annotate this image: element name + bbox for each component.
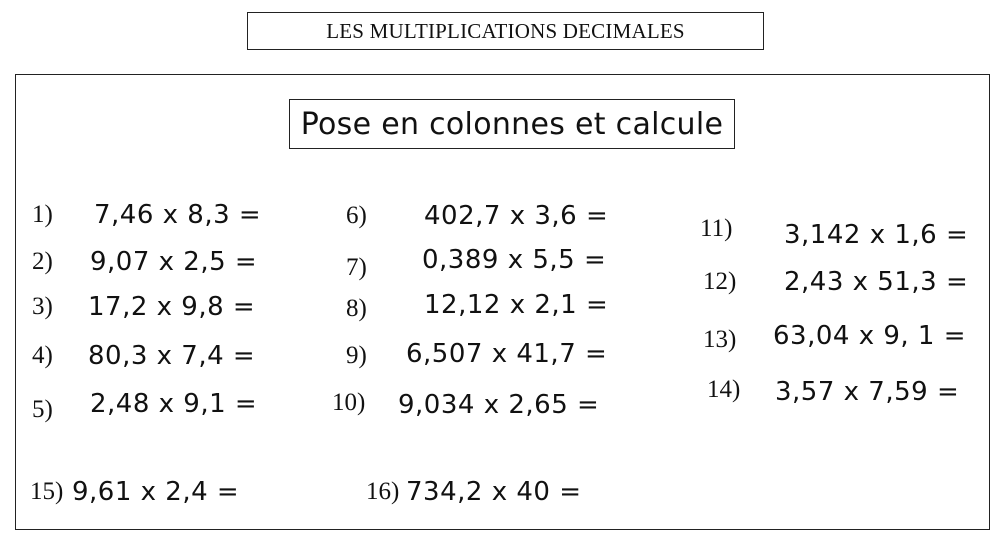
exercise-expression: 12,12 x 2,1 = xyxy=(424,290,609,320)
exercise-expression: 63,04 x 9, 1 = xyxy=(773,321,967,351)
exercise-expression: 3,142 x 1,6 = xyxy=(784,220,969,250)
exercise-number: 12) xyxy=(703,268,737,295)
exercise-number: 7) xyxy=(346,254,367,281)
exercise-number: 8) xyxy=(346,295,367,322)
worksheet-title-text: LES MULTIPLICATIONS DECIMALES xyxy=(326,18,685,43)
exercise-expression: 402,7 x 3,6 = xyxy=(424,201,609,231)
exercise-number: 1) xyxy=(32,201,53,228)
exercise-number: 2) xyxy=(32,248,53,275)
exercise-expression: 9,034 x 2,65 = xyxy=(398,390,600,420)
exercise-number: 9) xyxy=(346,342,367,369)
instruction-box xyxy=(289,99,735,149)
exercise-number: 3) xyxy=(32,293,53,320)
exercise-number: 5) xyxy=(32,396,53,423)
exercise-expression: 734,2 x 40 = xyxy=(406,477,582,507)
exercise-number: 14) xyxy=(707,376,741,403)
exercise-expression: 6,507 x 41,7 = xyxy=(406,339,608,369)
exercise-number: 16) xyxy=(366,478,400,505)
exercise-number: 11) xyxy=(700,215,733,242)
exercise-expression: 0,389 x 5,5 = xyxy=(422,245,607,275)
exercise-expression: 9,07 x 2,5 = xyxy=(90,247,258,277)
exercise-expression: 2,43 x 51,3 = xyxy=(784,267,969,297)
exercise-number: 10) xyxy=(332,389,366,416)
exercise-expression: 3,57 x 7,59 = xyxy=(775,377,960,407)
worksheet-title xyxy=(247,12,764,50)
exercise-number: 13) xyxy=(703,326,737,353)
exercise-expression: 80,3 x 7,4 = xyxy=(88,341,256,371)
instruction-text: Pose en colonnes et calcule xyxy=(300,106,724,142)
exercise-number: 6) xyxy=(346,202,367,229)
exercise-expression: 9,61 x 2,4 = xyxy=(72,477,240,507)
exercise-expression: 7,46 x 8,3 = xyxy=(94,200,262,230)
exercise-number: 4) xyxy=(32,342,53,369)
exercise-expression: 2,48 x 9,1 = xyxy=(90,389,258,419)
exercise-number: 15) xyxy=(30,478,64,505)
exercise-expression: 17,2 x 9,8 = xyxy=(88,292,256,322)
